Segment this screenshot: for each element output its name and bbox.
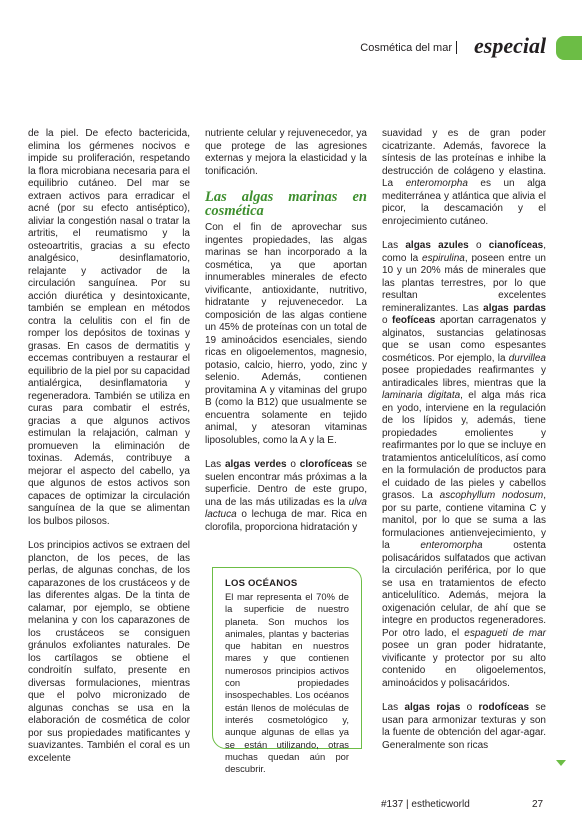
paragraph: nutriente celular y rejuvenecedor, ya que protege de las agresiones externas y mejora la elasticidad y la tonificación.: [205, 128, 367, 177]
sidebar-box: [212, 567, 362, 775]
paragraph: Las algas rojas o rodofíceas se usan para armonizar texturas y son la fuente de obtención del agar-agar. Generalmente son ricas: [382, 702, 546, 751]
sidebar-text: El mar representa el 70% de la superficie de nuestro planeta. Son muchos los animales, plantas y bacterias que habitan en nuestros mares y que contienen numerosos principios activos con propiedades insospechables. Los océanos están llenos de moléculas de interés cosmetológico y, aunque algunas de ellas ya se están utilizando, otras muchas quedan aún por descubrir.: [225, 591, 349, 775]
text-column-3: [382, 128, 546, 752]
paragraph: Las algas azules o cianofíceas, como la espirulina, poseen entre un 10 y un 20% más de minerales que las plantas terrestres, por lo que resultan excelentes remineralizantes. Las algas pardas o feofíceas aportan carragenatos y alginatos, sustancias gelatinosas que se usan como espesantes cosméticos. Por ejemplo, la durvillea posee propiedades reafirmantes y antiradicales libres, mientras que la laminaria digitata, el alga más rica en yodo, interviene en la regulación de los lípidos y, además, tiene propiedades emolientes y reafirmantes por lo que se incluye en tratamientos anticelulíticos, así como en la formulación de productos para el cuidado de las pieles y cabellos grasos. La ascophyllum nodosum, por su parte, contiene vitamina C y manitol, por lo que se suma a las formulaciones antienvejecimiento, y la enteromorpha ostenta polisacáridos sulfatados que activan la circulación periférica, por lo que se usa en tratamientos de efecto anticelulítico. Además, mejora la oxigenación celular, de ahí que se integre en productos regeneradores. Por otro lado, el espagueti de mar posee un gran poder hidratante, vivificante y protector por su alto contenido en oligoelementos, aminoácidos y polisacáridos.: [382, 240, 547, 689]
subheading: Las algas marinas en cosmética: [205, 189, 367, 219]
page-number: 27: [532, 799, 544, 810]
section-tab-marker: [556, 36, 582, 60]
text-column-1: [28, 128, 190, 765]
paragraph: Las algas verdes o clorofíceas se suelen encontrar más próximas a la superficie. Dentro de este grupo, una de las más utilizadas es la ulva lactuca o lechuga de mar. Rica en clorofila, proporciona hidratación y: [205, 459, 367, 533]
header-separator: [456, 41, 457, 54]
section-title: especial: [474, 33, 547, 58]
page-header: [0, 30, 582, 64]
paragraph: Los principios activos se extraen del plancton, de los peces, de las perlas, de algunas conchas, de los caparazones de los crustáceos y de las diferentes algas. De la tinta de calamar, por ejemplo, se obtiene melanina y con los caparazones de los crustáceos se consiguen gránulos exfoliantes naturales. De los cartílagos se obtiene el condroitín sulfato, presente en diversas formulaciones, mientras que el polvo micronizado de algunas conchas se usa en la elaboración de cosmética de color por sus propiedades matificantes y suavizantes. También el coral es un excelente: [28, 540, 190, 764]
continue-arrow-icon: [556, 760, 566, 766]
section-label: Cosmética del mar: [360, 42, 452, 54]
paragraph: Con el fin de aprovechar sus ingentes propiedades, las algas marinas se han incorporado a la cosmética, ya que aportan innumerables minerales de efecto vivificante, antioxidante, nutritivo, hidratante y rejuvenecedor. La composición de las algas contiene un 45% de proteínas con un total de 19 aminoácidos esenciales, siendo ricas en oligoelementos, magnesio, potasio, calcio, hierro, yodo, zinc y selenio. Además, contienen provitamina A y vitaminas del grupo B (como la B12) que usualmente se encuentra solamente en tejido animal, y atesoran vitaminas liposolubles, como la A y la E.: [205, 222, 367, 446]
text-column-2: [205, 128, 367, 534]
footer-issue: #137 | estheticworld: [381, 799, 470, 810]
sidebar-title: LOS OCÉANOS: [225, 578, 298, 589]
paragraph: suavidad y es de gran poder cicatrizante. Además, favorece la síntesis de las proteínas e inhibe la destrucción de colágeno y elastina. La enteromorpha es un alga mediterránea y atlántica que alivia el picor, la descamación y el enrojecimiento cutáneo.: [382, 128, 546, 227]
paragraph: de la piel. De efecto bactericida, elimina los gérmenes nocivos e impide su proliferación, respetando la flora microbiana necesaria para el equilibrio cutáneo. Del mar se extraen activos para erradicar el acné (por su efecto antiséptico), aliviar la congestión nasal o tratar la artritis, el reumatismo y la osteoartritis, gracias a su efecto analgésico, desinflamatorio, relajante y activador de la circulación sanguínea. Por su acción diurética y desintoxicante, también se emplean en métodos contra la celulitis con el fin de romper los depósitos de toxinas y grasas. En casos de dermatitis y eccemas contribuyen a restaurar el equilibrio de la piel por su capacidad antialérgica, desinflamatoria y regeneradora. También se utiliza en curas para combatir el estrés, gracias a que algunos activos estimulan la relajación, calman y promueven la eliminación de toxinas. Además, contribuye a mejorar el aspecto del cabello, ya que algunos de estos activos son capaces de optimizar la circulación sanguínea de la que se alimentan los bulbos pilosos.: [28, 128, 190, 527]
